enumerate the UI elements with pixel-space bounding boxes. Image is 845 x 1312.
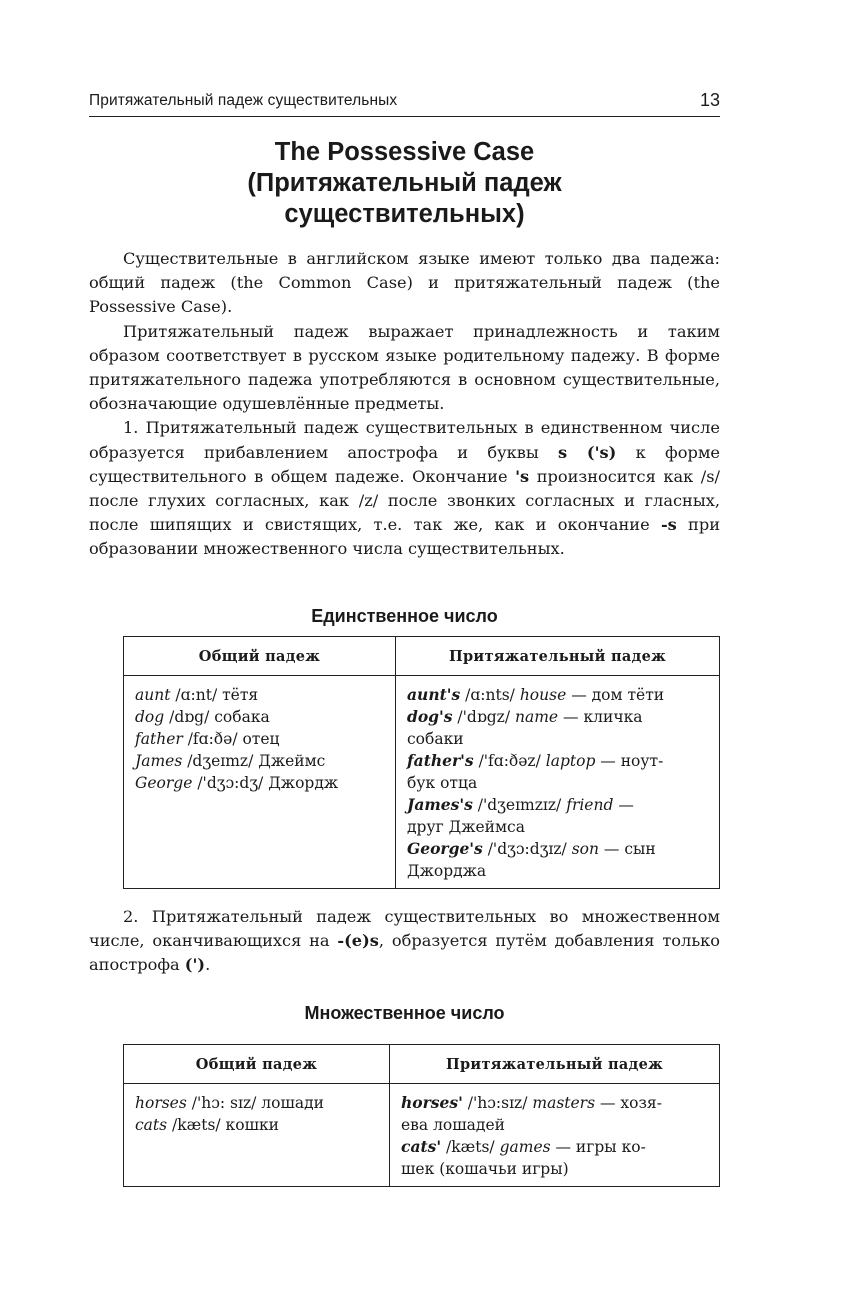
plural-intro-text — [89, 905, 720, 978]
word: horses' — [401, 1093, 463, 1112]
list-item — [401, 1092, 711, 1114]
word: dog — [135, 708, 165, 726]
list-item — [135, 1092, 381, 1114]
list-item — [407, 706, 711, 728]
gloss: — ноут- — [595, 752, 664, 770]
gloss: /'hɔ: sɪz/ лошади — [186, 1094, 324, 1112]
transcription: /ɑ:nts/ — [460, 686, 520, 704]
running-head — [89, 92, 720, 117]
paragraph-meaning: Притяжательный падеж выражает принадлежность и таким образом соответствует в русском языке родительному падежу. В форме притяжательного падежа употребляются в основном существительные, обозначающие одушевлённые предметы. — [89, 321, 720, 414]
transcription: /'fɑ:ðəz/ — [473, 752, 546, 770]
column-header-possessive: Притяжательный падеж — [396, 637, 720, 676]
noun: masters — [532, 1094, 596, 1112]
gloss: — дом тёти — [566, 686, 665, 704]
word: aunt's — [407, 685, 461, 704]
word: cats' — [401, 1137, 442, 1156]
gloss: /ɑ:nt/ тётя — [170, 686, 259, 704]
bold-run: -(e)s — [337, 931, 379, 951]
word: dog's — [407, 707, 453, 726]
text-run: при образовании множественного числа существительных. — [89, 515, 721, 559]
gloss: — кличка — [558, 708, 643, 726]
text-run: 2. Притяжательный падеж существительных во множественном числе, оканчивающихся на — [89, 907, 720, 951]
list-item — [135, 772, 387, 794]
table-row — [124, 676, 720, 889]
transcription: /'dʒeɪmzɪz/ — [472, 796, 567, 814]
list-item — [407, 750, 711, 772]
list-item — [135, 706, 387, 728]
list-item — [401, 1136, 711, 1158]
gloss: — — [613, 796, 634, 814]
column-header-common: Общий падеж — [124, 1045, 390, 1084]
word: James — [135, 752, 183, 770]
gloss-continuation: бук отца — [407, 774, 478, 792]
possessive-cell — [390, 1084, 720, 1187]
table-header-row — [124, 1045, 720, 1084]
word: James's — [407, 795, 473, 814]
bold-run: (') — [184, 955, 206, 975]
list-item — [135, 684, 387, 706]
column-header-possessive: Притяжательный падеж — [390, 1045, 720, 1084]
singular-table — [123, 636, 720, 889]
gloss: /fɑ:ðə/ отец — [182, 730, 280, 748]
gloss: — хозя- — [595, 1094, 662, 1112]
gloss: /'dʒɔ:dʒ/ Джордж — [192, 774, 339, 792]
possessive-cell — [396, 676, 720, 889]
singular-heading: Единственное число — [311, 606, 498, 626]
list-item — [135, 750, 387, 772]
plural-heading: Множественное число — [304, 1003, 505, 1023]
list-item — [135, 1114, 381, 1136]
text-run: 1. Притяжательный падеж существительных в единственном числе образуется прибавлением апострофа и буквы — [89, 418, 720, 462]
bold-run: -s — [660, 515, 677, 535]
text-run: к форме существительного в общем падеже. Окончание — [89, 442, 720, 486]
transcription: /'dʒɔ:dʒɪz/ — [482, 840, 572, 858]
running-head-title: Притяжательный падеж существительных — [89, 92, 398, 109]
noun: games — [499, 1138, 551, 1156]
gloss-continuation: Джорджа — [407, 862, 487, 880]
bold-run: s ('s) — [558, 442, 617, 462]
gloss: — сын — [599, 840, 656, 858]
word: aunt — [135, 686, 171, 704]
list-item — [135, 728, 387, 750]
title-line-2: (Притяжательный падеж — [247, 169, 562, 197]
word: George's — [407, 839, 483, 858]
text-run: произносится как /s/ после глухих согласных, как /z/ после звонких согласных и гласных, после шипящих и свистящих, т.е. так же, как и окончание — [89, 466, 720, 535]
transcription: /kæts/ — [441, 1138, 500, 1156]
gloss-continuation: друг Джеймса — [407, 818, 525, 836]
common-cell — [124, 1084, 390, 1187]
gloss: /kæts/ кошки — [167, 1116, 279, 1134]
title-line-3: существительных) — [284, 200, 525, 228]
paragraph-rule-singular — [89, 416, 720, 561]
intro-text — [89, 247, 720, 562]
gloss-continuation: собаки — [407, 730, 464, 748]
noun: laptop — [545, 752, 596, 770]
paragraph-rule-plural — [89, 905, 720, 978]
gloss: — игры ко- — [550, 1138, 646, 1156]
page-number: 13 — [699, 90, 720, 110]
gloss-continuation: ева лошадей — [401, 1116, 505, 1134]
list-item — [407, 684, 711, 706]
gloss: /dɒg/ собака — [164, 708, 270, 726]
gloss: /dʒeɪmz/ Джеймс — [182, 752, 326, 770]
transcription: /'hɔ:sɪz/ — [462, 1094, 533, 1112]
word: horses — [135, 1094, 187, 1112]
list-item — [407, 838, 711, 860]
word: George — [135, 774, 193, 792]
word: father's — [407, 751, 474, 770]
noun: son — [571, 840, 599, 858]
plural-table — [123, 1044, 720, 1187]
page-title — [89, 137, 720, 230]
text-run: , образуется путём добавления только апострофа — [89, 931, 721, 975]
word: father — [135, 730, 183, 748]
paragraph-cases: Существительные в английском языке имеют только два падежа: общий падеж (the Common Case) и притяжательный падеж (the Possessive Case). — [89, 249, 720, 317]
noun: name — [515, 708, 559, 726]
noun: friend — [566, 796, 614, 814]
list-item — [407, 794, 711, 816]
column-header-common: Общий падеж — [124, 637, 396, 676]
text-run: . — [205, 955, 211, 975]
common-cell — [124, 676, 396, 889]
noun: house — [519, 686, 567, 704]
title-line-1: The Possessive Case — [274, 138, 535, 166]
bold-run: 's — [515, 466, 530, 486]
table-row — [124, 1084, 720, 1187]
transcription: /'dɒgz/ — [452, 708, 515, 726]
table-header-row — [124, 637, 720, 676]
gloss-continuation: шек (кошачьи игры) — [401, 1160, 569, 1178]
word: cats — [135, 1116, 168, 1134]
